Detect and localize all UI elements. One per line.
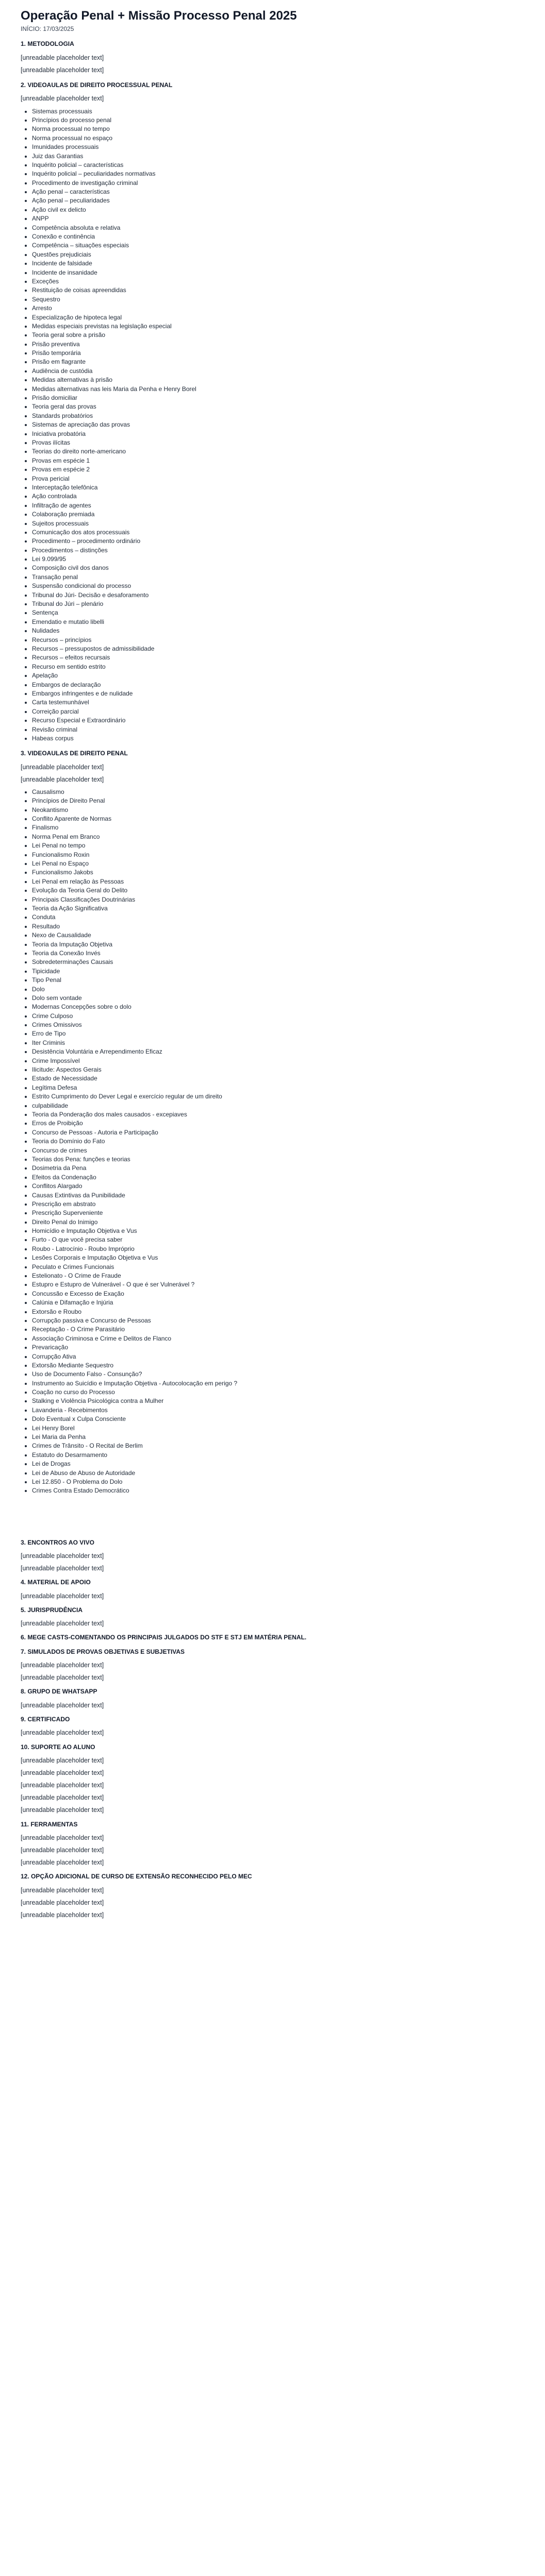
metodologia-paragraph-2: [unreadable placeholder text] [21, 66, 104, 74]
list-item: • Nulidades [32, 626, 524, 635]
list-item: • Teoria da Imputação Objetiva [32, 940, 524, 949]
list-item: • Recurso em sentido estrito [32, 663, 524, 671]
list-item: • Tribunal do Júri – plenário [32, 600, 524, 608]
list-item: • Lei Maria da Penha [32, 1433, 524, 1442]
list-item: • Recursos – efeitos recursais [32, 653, 524, 662]
list-item: • Emendatio e mutatio libelli [32, 618, 524, 626]
list-item: • ANPP [32, 214, 524, 223]
list-item: • Resultado [32, 922, 524, 931]
list-item: • Teoria da Conexão Invés [32, 949, 524, 958]
list-item: • Medidas alternativas nas leis Maria da Penha e Henry Borel [32, 385, 524, 394]
list-item: • Concurso de crimes [32, 1146, 524, 1155]
list-item: • Crimes Omissivos [32, 1021, 524, 1029]
list-item: • Infiltração de agentes [32, 501, 524, 510]
list-item: • Desistência Voluntária e Arrependimento Eficaz [32, 1047, 524, 1056]
list-item: • Conflito Aparente de Normas [32, 815, 524, 823]
list-item: • Standards probatórios [32, 412, 524, 420]
list-item: • Arresto [32, 304, 524, 313]
list-item: • Dolo sem vontade [32, 994, 524, 1003]
section-title-certificado: 9. CERTIFICADO [21, 1716, 70, 1723]
list-item: • Dosimetria da Pena [32, 1164, 524, 1173]
list-item: • Conflitos Alargado [32, 1182, 524, 1191]
list-item: • Conduta [32, 913, 524, 922]
list-item: • Principais Classificações Doutrinárias [32, 895, 524, 904]
list-item: • Legítima Defesa [32, 1083, 524, 1092]
list-item: • Competência absoluta e relativa [32, 224, 524, 232]
list-item: • Prisão em flagrante [32, 358, 524, 366]
list-item: • Crimes Contra Estado Democrático [32, 1486, 524, 1495]
ferramentas-paragraph-2: [unreadable placeholder text] [21, 1846, 104, 1854]
list-item: • Juiz das Garantias [32, 152, 524, 161]
list-item: • Instrumento ao Suicídio e Imputação Objetiva - Autocolocação em perigo ? [32, 1379, 524, 1388]
list-item: • Embargos de declaração [32, 681, 524, 689]
videoaulas-direito-penal-paragraph-1: [unreadable placeholder text] [21, 763, 104, 771]
list-item: • Composição civil dos danos [32, 564, 524, 572]
list-item: • Sentença [32, 608, 524, 617]
list-item: • Medidas especiais previstas na legislação especial [32, 322, 524, 331]
list-item: • Habeas corpus [32, 734, 524, 743]
metodologia-paragraph-1: [unreadable placeholder text] [21, 54, 104, 61]
list-item: • Ação penal – características [32, 188, 524, 196]
list-item: • Nexo de Causalidade [32, 931, 524, 940]
list-item: • Teorias do direito norte-americano [32, 447, 524, 456]
list-item: • Lei Henry Borel [32, 1424, 524, 1433]
list-item: • Sobredeterminações Causais [32, 958, 524, 967]
list-item: • Princípios de Direito Penal [32, 796, 524, 805]
list-item: • Calúnia e Difamação e Injúria [32, 1298, 524, 1307]
videoaulas-direito-penal-paragraph-2: [unreadable placeholder text] [21, 775, 104, 783]
section-title-jurisprudencia: 5. JURISPRUDÊNCIA [21, 1606, 83, 1614]
list-item: • Revisão criminal [32, 725, 524, 734]
list-item: • Lei Penal em relação às Pessoas [32, 877, 524, 886]
suporte-paragraph-4: [unreadable placeholder text] [21, 1794, 104, 1802]
list-item: • Estado de Necessidade [32, 1074, 524, 1083]
list-item: • Lesões Corporais e Imputação Objetiva e Vus [32, 1253, 524, 1262]
list-item: • Sujeitos processuais [32, 519, 524, 528]
list-item: • Princípios do processo penal [32, 116, 524, 125]
encontros-paragraph-1: [unreadable placeholder text] [21, 1552, 104, 1560]
list-item: • Incidente de falsidade [32, 259, 524, 268]
list-item: • Provas em espécie 1 [32, 456, 524, 465]
list-item: • Tipo Penal [32, 976, 524, 985]
list-item: • Sequestro [32, 295, 524, 304]
list-item: • Crimes de Trânsito - O Recital de Berlim [32, 1442, 524, 1450]
list-item: • Iniciativa probatória [32, 430, 524, 438]
list-item: • Funcionalismo Roxin [32, 851, 524, 859]
list-item: • Associação Criminosa e Crime e Delitos de Flanco [32, 1334, 524, 1343]
list-item: • Teoria da Ponderação dos males causados - excepiaves [32, 1110, 524, 1119]
list-item: • Teoria geral das provas [32, 402, 524, 411]
suporte-paragraph-2: [unreadable placeholder text] [21, 1769, 104, 1777]
list-item: • Dolo Eventual x Culpa Consciente [32, 1415, 524, 1423]
list-item: • Prevaricação [32, 1343, 524, 1352]
list-item: • Iter Criminis [32, 1039, 524, 1047]
list-item: • culpabilidade [32, 1101, 524, 1110]
list-item: • Causalismo [32, 788, 524, 796]
spacer [21, 1499, 524, 1532]
list-item: • Sistemas processuais [32, 107, 524, 116]
list-item: • Receptação - O Crime Parasitário [32, 1325, 524, 1334]
suporte-paragraph-3: [unreadable placeholder text] [21, 1782, 104, 1789]
list-item: • Corrupção Ativa [32, 1352, 524, 1361]
section-title-whatsapp: 8. GRUPO DE WHATSAPP [21, 1688, 97, 1696]
list-item: • Incidente de insanidade [32, 268, 524, 277]
section-title-encontros: 3. ENCONTROS AO VIVO [21, 1538, 94, 1546]
list-item: • Colaboração premiada [32, 510, 524, 519]
list-item: • Especialização de hipoteca legal [32, 313, 524, 322]
opcao-adicional-paragraph-1: [unreadable placeholder text] [21, 1886, 104, 1894]
list-item: • Erro de Tipo [32, 1029, 524, 1038]
list-item: • Efeitos da Condenação [32, 1173, 524, 1182]
list-item: • Conexão e continência [32, 232, 524, 241]
section-title-opcao-adicional: 12. OPÇÃO ADICIONAL DE CURSO DE EXTENSÃO RECONHECIDO PELO MEC [21, 1873, 252, 1880]
ferramentas-paragraph-1: [unreadable placeholder text] [21, 1834, 104, 1841]
list-item: • Transação penal [32, 573, 524, 582]
list-item: • Lei Penal no tempo [32, 841, 524, 850]
list-item: • Ação controlada [32, 492, 524, 501]
list-item: • Interceptação telefônica [32, 483, 524, 492]
list-item: • Procedimentos – distinções [32, 546, 524, 555]
list-item: • Funcionalismo Jakobs [32, 868, 524, 877]
list-item: • Estelionato - O Crime de Fraude [32, 1272, 524, 1280]
certificado-paragraph: [unreadable placeholder text] [21, 1729, 104, 1737]
list-item: • Estatuto do Desarmamento [32, 1451, 524, 1460]
list-item: • Direito Penal do Inimigo [32, 1218, 524, 1227]
list-item: • Prova pericial [32, 474, 524, 483]
list-item: • Crime Impossível [32, 1057, 524, 1065]
list-item: • Prescrição em abstrato [32, 1200, 524, 1209]
suporte-paragraph-5: [unreadable placeholder text] [21, 1806, 104, 1814]
list-item: • Ação penal – peculiaridades [32, 196, 524, 205]
section-title-ferramentas: 11. FERRAMENTAS [21, 1820, 78, 1828]
section-title-material: 4. MATERIAL DE APOIO [21, 1579, 91, 1586]
list-item: • Teoria geral sobre a prisão [32, 331, 524, 340]
list-item: • Provas em espécie 2 [32, 465, 524, 474]
list-item: • Prisão temporária [32, 349, 524, 358]
list-item: • Recurso Especial e Extraordinário [32, 716, 524, 725]
list-item: • Extorsão Mediante Sequestro [32, 1361, 524, 1370]
list-item: • Modernas Concepções sobre o dolo [32, 1003, 524, 1011]
list-item: • Estrito Cumprimento do Dever Legal e exercício regular de um direito [32, 1092, 524, 1101]
list-item: • Teoria da Ação Significativa [32, 904, 524, 913]
list-item: • Evolução da Teoria Geral do Delito [32, 886, 524, 895]
list-item: • Competência – situações especiais [32, 241, 524, 250]
topic-list-processual-penal [32, 107, 524, 743]
list-item: • Procedimento – procedimento ordinário [32, 537, 524, 546]
list-item: • Norma processual no espaço [32, 134, 524, 143]
opcao-adicional-paragraph-2: [unreadable placeholder text] [21, 1899, 104, 1906]
list-item: • Restituição de coisas apreendidas [32, 286, 524, 295]
list-item: • Finalismo [32, 823, 524, 832]
start-date: INÍCIO: 17/03/2025 [21, 25, 74, 32]
ferramentas-paragraph-3: [unreadable placeholder text] [21, 1859, 104, 1867]
list-item: • Sistemas de apreciação das provas [32, 420, 524, 429]
list-item: • Lei de Abuso de Abuso de Autoridade [32, 1469, 524, 1478]
list-item: • Medidas alternativas à prisão [32, 376, 524, 384]
videoaulas-processual-penal-paragraph: [unreadable placeholder text] [21, 95, 104, 103]
list-item: • Uso de Documento Falso - Consunção? [32, 1370, 524, 1379]
list-item: • Imunidades processuais [32, 143, 524, 151]
list-item: • Tipicidade [32, 967, 524, 976]
list-item: • Exceções [32, 277, 524, 286]
material-paragraph: [unreadable placeholder text] [21, 1592, 104, 1600]
list-item: • Norma Penal em Branco [32, 833, 524, 841]
list-item: • Comunicação dos atos processuais [32, 528, 524, 537]
list-item: • Prisão preventiva [32, 340, 524, 349]
jurisprudencia-paragraph: [unreadable placeholder text] [21, 1620, 104, 1628]
section-title-mege-casts: 6. MEGE CASTS-COMENTANDO OS PRINCIPAIS JULGADOS DO STF E STJ EM MATÉRIA PENAL. [21, 1634, 307, 1641]
topic-list-direito-penal [32, 788, 524, 1496]
section-title-suporte: 10. SUPORTE AO ALUNO [21, 1743, 95, 1751]
list-item: • Inquérito policial – peculiaridades normativas [32, 170, 524, 178]
simulados-paragraph-2: [unreadable placeholder text] [21, 1674, 104, 1682]
list-item: • Embargos infringentes e de nulidade [32, 689, 524, 698]
list-item: • Correição parcial [32, 707, 524, 716]
list-item: • Tribunal do Júri- Decisão e desaforamento [32, 591, 524, 600]
list-item: • Causas Extintivas da Punibilidade [32, 1191, 524, 1200]
list-item: • Teoria do Domínio do Fato [32, 1137, 524, 1146]
list-item: • Carta testemunhável [32, 698, 524, 707]
section-title-videoaulas-processual-penal: 2. VIDEOAULAS DE DIREITO PROCESSUAL PENAL [21, 81, 173, 89]
list-item: • Estupro e Estupro de Vulnerável - O que é ser Vulnerável ? [32, 1280, 524, 1289]
opcao-adicional-paragraph-3: [unreadable placeholder text] [21, 1911, 104, 1919]
list-item: • Erros de Proibição [32, 1119, 524, 1128]
list-item: • Lei Penal no Espaço [32, 859, 524, 868]
list-item: • Neokantismo [32, 806, 524, 815]
list-item: • Procedimento de investigação criminal [32, 179, 524, 188]
list-item: • Inquérito policial – características [32, 161, 524, 170]
list-item: • Corrupção passiva e Concurso de Pessoas [32, 1316, 524, 1325]
list-item: • Lavanderia - Recebimentos [32, 1406, 524, 1415]
list-item: • Lei 9.099/95 [32, 555, 524, 564]
section-title-metodologia: 1. METODOLOGIA [21, 40, 74, 48]
page-title: Operação Penal + Missão Processo Penal 2025 [21, 9, 297, 23]
list-item: • Crime Culposo [32, 1012, 524, 1021]
list-item: • Ilicitude: Aspectos Gerais [32, 1065, 524, 1074]
list-item: • Lei de Drogas [32, 1460, 524, 1468]
list-item: • Furto - O que você precisa saber [32, 1235, 524, 1244]
list-item: • Prisão domiciliar [32, 394, 524, 402]
section-title-simulados: 7. SIMULADOS DE PROVAS OBJETIVAS E SUBJETIVAS [21, 1648, 185, 1655]
list-item: • Extorsão e Roubo [32, 1308, 524, 1316]
list-item: • Audiência de custódia [32, 367, 524, 376]
section-title-videoaulas-direito-penal: 3. VIDEOAULAS DE DIREITO PENAL [21, 750, 128, 757]
suporte-paragraph-1: [unreadable placeholder text] [21, 1756, 104, 1764]
list-item: • Provas ilícitas [32, 438, 524, 447]
encontros-paragraph-2: [unreadable placeholder text] [21, 1565, 104, 1572]
simulados-paragraph-1: [unreadable placeholder text] [21, 1662, 104, 1669]
list-item: • Concurso de Pessoas - Autoria e Participação [32, 1128, 524, 1137]
list-item: • Recursos – princípios [32, 636, 524, 645]
list-item: • Teorias dos Pena: funções e teorias [32, 1155, 524, 1164]
list-item: • Peculato e Crimes Funcionais [32, 1263, 524, 1272]
list-item: • Roubo - Latrocínio - Roubo Impróprio [32, 1245, 524, 1253]
whatsapp-paragraph: [unreadable placeholder text] [21, 1701, 104, 1709]
list-item: • Ação civil ex delicto [32, 206, 524, 214]
list-item: • Prescrição Superveniente [32, 1209, 524, 1217]
list-item: • Dolo [32, 985, 524, 994]
list-item: • Lei 12.850 - O Problema do Dolo [32, 1478, 524, 1486]
list-item: • Stalking e Violência Psicológica contra a Mulher [32, 1397, 524, 1405]
list-item: • Suspensão condicional do processo [32, 582, 524, 590]
list-item: • Homicídio e Imputação Objetiva e Vus [32, 1227, 524, 1235]
list-item: • Recursos – pressupostos de admissibilidade [32, 645, 524, 653]
list-item: • Questões prejudiciais [32, 250, 524, 259]
list-item: • Coação no curso do Processo [32, 1388, 524, 1397]
list-item: • Norma processual no tempo [32, 125, 524, 133]
list-item: • Apelação [32, 671, 524, 680]
list-item: • Concussão e Excesso de Exação [32, 1290, 524, 1298]
